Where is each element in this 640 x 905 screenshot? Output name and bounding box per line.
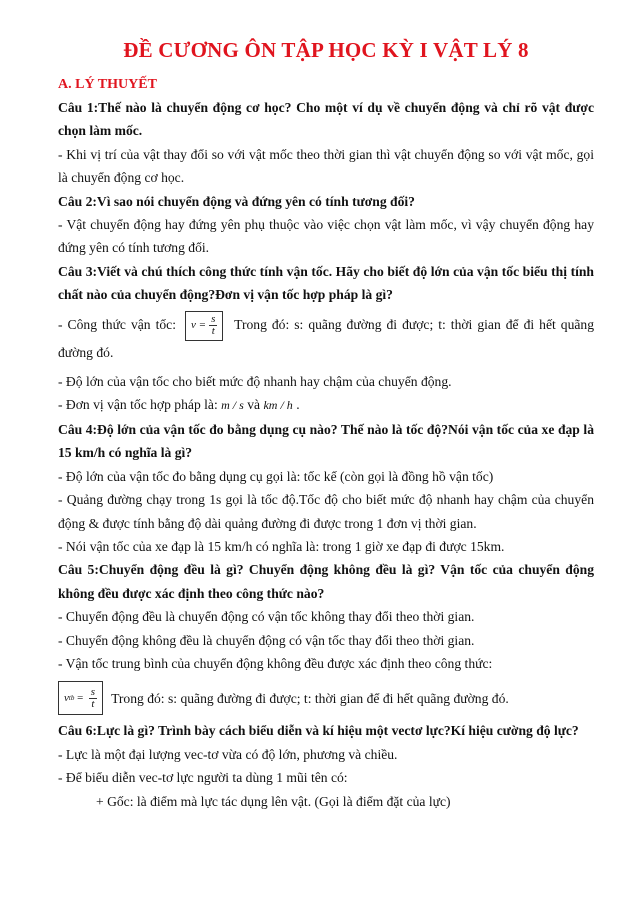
answer-6-1: - Lực là một đại lượng vec-tơ vừa có độ lớn, phương và chiều. [58,746,398,762]
formula-description: Trong đó: s: quãng đường đi được; t: thời gian để đi hết quãng đường đó. [58,316,594,360]
formula-numerator: s [211,313,216,326]
formula-lhs: v = [191,318,207,331]
question-6: Câu 6:Lực là gì? Trình bày cách biểu diễn và kí hiệu một vectơ lực?Kí hiệu cường độ lực? [58,723,579,739]
formula-equals: = [76,692,84,705]
page-title: ĐỀ CƯƠNG ÔN TẬP HỌC KỲ I VẬT LÝ 8 [123,38,529,62]
avg-formula-denominator: t [91,697,95,710]
avg-formula-description: Trong đó: s: quãng đường đi được; t: thời gian để đi hết quãng đường đó. [111,690,509,706]
units-prefix: - Đơn vị vận tốc hợp pháp là: [58,397,218,413]
question-4: Câu 4:Độ lớn của vận tốc đo bằng dụng cụ nào? Thế nào là tốc độ?Nói vận tốc của xe đạp là 15 km/h có nghĩa là gì? [58,421,594,461]
units-and: và [247,397,261,413]
answer-4-3: - Nói vận tốc của xe đạp là 15 km/h có nghĩa là: trong 1 giờ xe đạp đi được 15km. [58,538,505,554]
answer-6-3: + Gốc: là điểm mà lực tác dụng lên vật. (Gọi là điểm đặt của lực) [96,793,451,809]
formula-v: v [64,692,69,705]
formula-fraction [209,314,217,337]
answer-1: - Khi vị trí của vật thay đổi so với vật mốc theo thời gian thì vật chuyển động so với vật mốc, gọi là chuyển động cơ học. [58,146,594,186]
answer-3-units [58,393,594,417]
answer-4-2: - Quảng đường chạy trong 1s gọi là tốc độ.Tốc độ cho biết mức độ nhanh hay chậm của chuyển động & được tính bằng độ dài quảng đường đi được trong 1 đơn vị thời gian. [58,492,594,531]
answer-5-1: - Chuyển động đều là chuyển động có vận tốc không thay đổi theo thời gian. [58,609,475,625]
question-3: Câu 3:Viết và chú thích công thức tính vận tốc. Hãy cho biết độ lớn của vận tốc biểu thị tính chất nào của chuyển động?Đơn vị vận tốc hợp pháp là gì? [58,263,594,303]
formula-prefix: - Công thức vận tốc: [58,316,176,332]
section-heading: A. LÝ THUYẾT [58,77,157,92]
answer-5-3: - Vận tốc trung bình của chuyển động không đều được xác định theo công thức: [58,655,493,671]
formula-denominator: t [211,325,215,338]
average-velocity-formula-line [58,681,594,715]
unit-ms: m / s [221,398,244,413]
question-1: Câu 1:Thế nào là chuyển động cơ học? Cho một ví dụ về chuyển động và chỉ rõ vật được chọn làm mốc. [58,100,594,139]
velocity-formula-box [185,311,223,341]
unit-kmh: km / h [263,398,293,413]
avg-formula-fraction [89,687,97,710]
answer-3-magnitude: - Độ lớn của vận tốc cho biết mức độ nhanh hay chậm của chuyển động. [58,374,452,390]
avg-formula-numerator: s [90,685,96,698]
velocity-formula-line [58,311,594,364]
answer-4-1: - Độ lớn của vận tốc đo bằng dụng cụ gọi là: tốc kế (còn gọi là đồng hồ vận tốc) [58,468,494,484]
question-2: Câu 2:Vì sao nói chuyển động và đứng yên có tính tương đối? [58,193,415,209]
average-velocity-formula-box [58,681,103,715]
answer-5-2: - Chuyển động không đều là chuyển động có vận tốc thay đổi theo thời gian. [58,632,475,648]
answer-2: - Vật chuyển động hay đứng yên phụ thuộc vào việc chọn vật làm mốc, vì vậy chuyển động hay đứng yên có tính tương đối. [58,217,594,256]
question-5: Câu 5:Chuyển động đều là gì? Chuyển động không đều là gì? Vận tốc của chuyển động không đều được xác định theo công thức nào? [58,562,594,601]
formula-subscript: tb [68,694,75,703]
answer-6-2: - Để biểu diễn vec-tơ lực người ta dùng 1 mũi tên có: [58,770,348,786]
units-end: . [296,397,300,413]
